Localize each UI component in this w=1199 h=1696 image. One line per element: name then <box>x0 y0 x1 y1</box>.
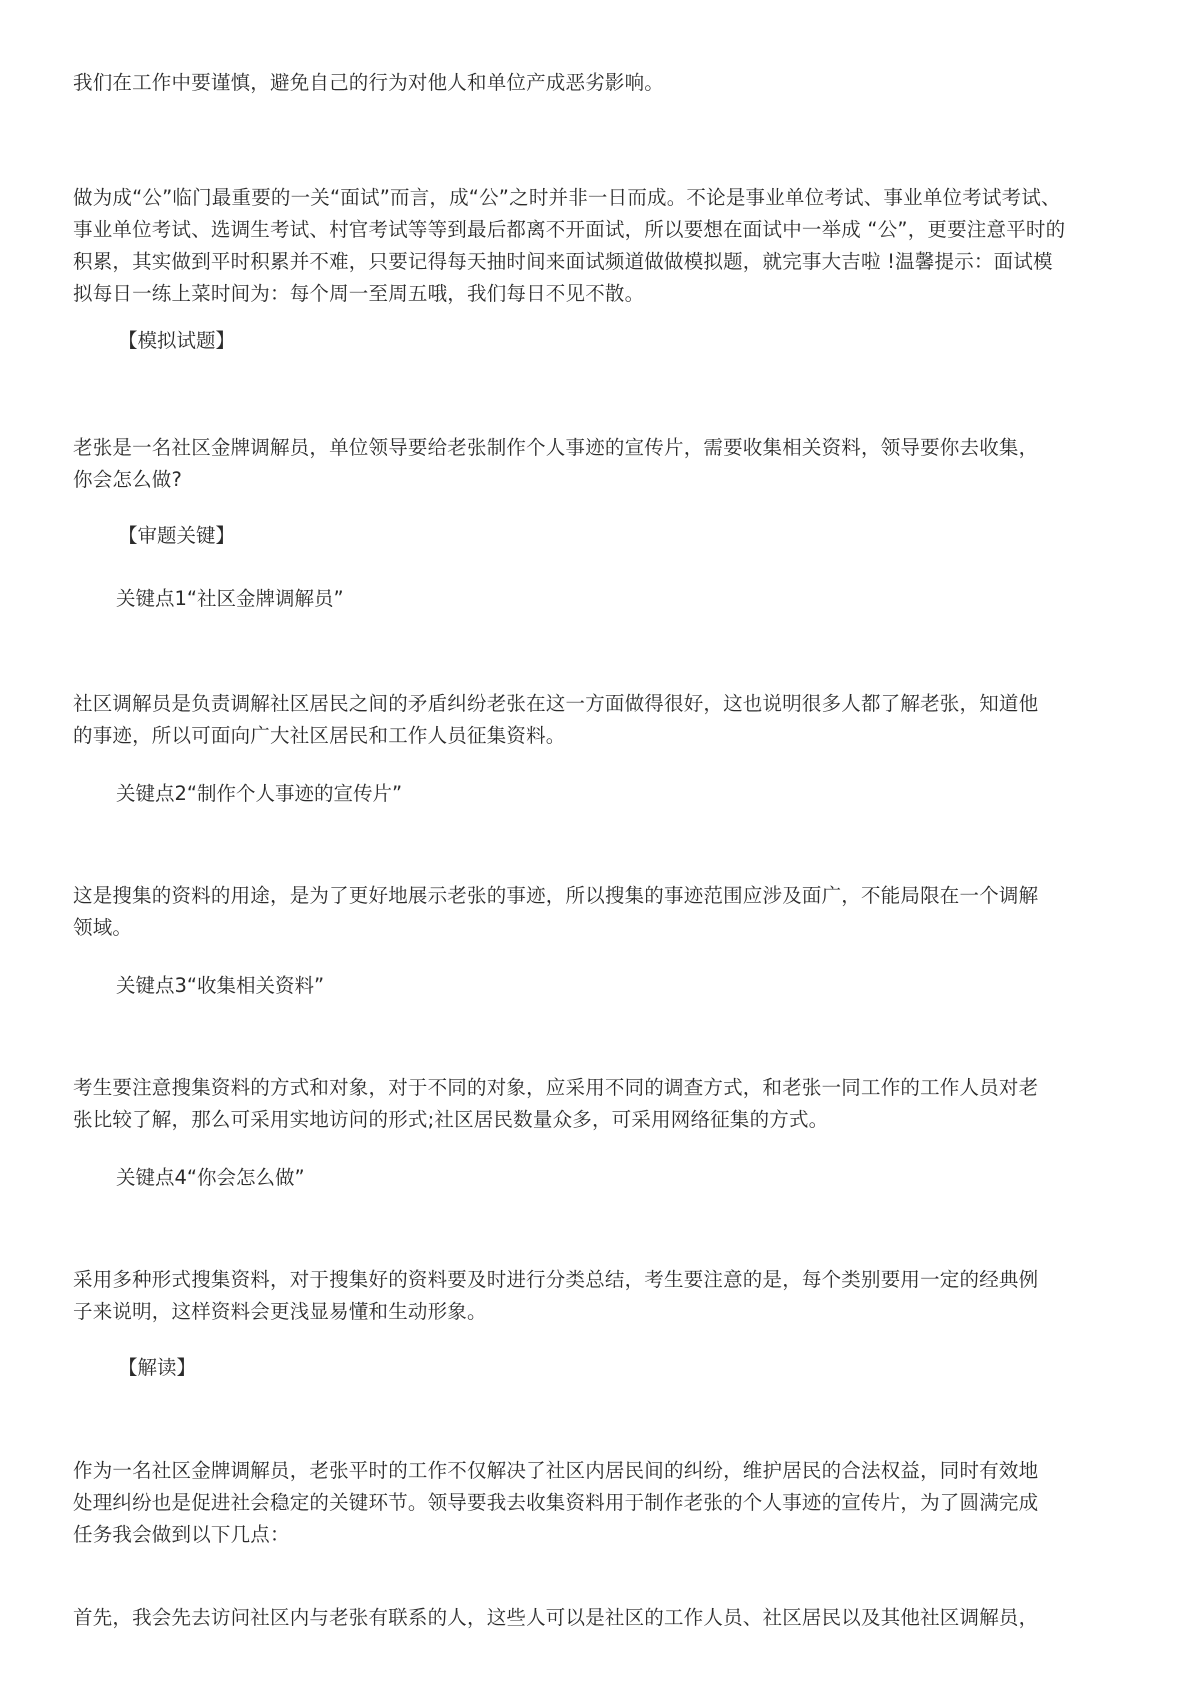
key-point-4: 关键点4“你会怎么做” <box>116 1166 305 1189</box>
text-line: 作为一名社区金牌调解员，老张平时的工作不仅解决了社区内居民间的纠纷，维护居民的合法权益，同时有效地 <box>73 1459 1039 1482</box>
text-line: 社区调解员是负责调解社区居民之间的矛盾纠纷老张在这一方面做得很好，这也说明很多人都了解老张，知道他 <box>73 692 1039 715</box>
text-line: 做为成“公”临门最重要的一关“面试”而言，成“公”之时并非一日而成。不论是事业单位考试、事业单位考试考试、 <box>73 186 1061 209</box>
text-line: 这是搜集的资料的用途，是为了更好地展示老张的事迹，所以搜集的事迹范围应涉及面广，不能局限在一个调解 <box>73 884 1039 907</box>
text-line: 张比较了解，那么可采用实地访问的形式;社区居民数量众多，可采用网络征集的方式。 <box>73 1108 829 1131</box>
text-line: 我们在工作中要谨慎，避免自己的行为对他人和单位产成恶劣影响。 <box>73 71 665 94</box>
key-point-3: 关键点3“收集相关资料” <box>116 974 325 997</box>
text-line: 任务我会做到以下几点： <box>73 1523 290 1546</box>
paragraph-key-point-1 <box>73 688 1133 752</box>
paragraph-first-step <box>73 1602 1133 1634</box>
text-line: 首先，我会先去访问社区内与老张有联系的人，这些人可以是社区的工作人员、社区居民以及其他社区调解员， <box>73 1606 1039 1629</box>
section-heading-mock-question: 【模拟试题】 <box>118 329 236 352</box>
text-line: 子来说明，这样资料会更浅显易懂和生动形象。 <box>73 1300 487 1323</box>
paragraph-interpretation <box>73 1455 1133 1551</box>
text-line: 积累，其实做到平时积累并不难，只要记得每天抽时间来面试频道做做模拟题，就完事大吉啦 !温馨提示：面试模 <box>73 250 1053 273</box>
paragraph-key-point-3 <box>73 1072 1133 1136</box>
text-line: 的事迹，所以可面向广大社区居民和工作人员征集资料。 <box>73 724 566 747</box>
text-line: 你会怎么做? <box>73 468 183 491</box>
paragraph-intro <box>73 67 1133 99</box>
key-point-1: 关键点1“社区金牌调解员” <box>116 587 344 610</box>
paragraph-question <box>73 432 1133 496</box>
text-line: 领域。 <box>73 916 133 939</box>
text-line: 事业单位考试、选调生考试、村官考试等等到最后都离不开面试，所以要想在面试中一举成 “公”，更要注意平时的 <box>73 218 1066 241</box>
paragraph-key-point-4 <box>73 1264 1133 1328</box>
paragraph-key-point-2 <box>73 880 1133 944</box>
text-line: 拟每日一练上菜时间为：每个周一至周五哦，我们每日不见不散。 <box>73 282 645 305</box>
key-point-2: 关键点2“制作个人事迹的宣传片” <box>116 782 403 805</box>
section-heading-key-points: 【审题关键】 <box>118 524 236 547</box>
paragraph-interview-preface <box>73 182 1133 310</box>
text-line: 老张是一名社区金牌调解员，单位领导要给老张制作个人事迹的宣传片，需要收集相关资料，领导要你去收集， <box>73 436 1039 459</box>
text-line: 考生要注意搜集资料的方式和对象，对于不同的对象，应采用不同的调查方式，和老张一同工作的工作人员对老 <box>73 1076 1039 1099</box>
text-line: 采用多种形式搜集资料，对于搜集好的资料要及时进行分类总结，考生要注意的是，每个类别要用一定的经典例 <box>73 1268 1039 1291</box>
section-heading-interpretation: 【解读】 <box>118 1356 197 1379</box>
text-line: 处理纠纷也是促进社会稳定的关键环节。领导要我去收集资料用于制作老张的个人事迹的宣传片，为了圆满完成 <box>73 1491 1039 1514</box>
